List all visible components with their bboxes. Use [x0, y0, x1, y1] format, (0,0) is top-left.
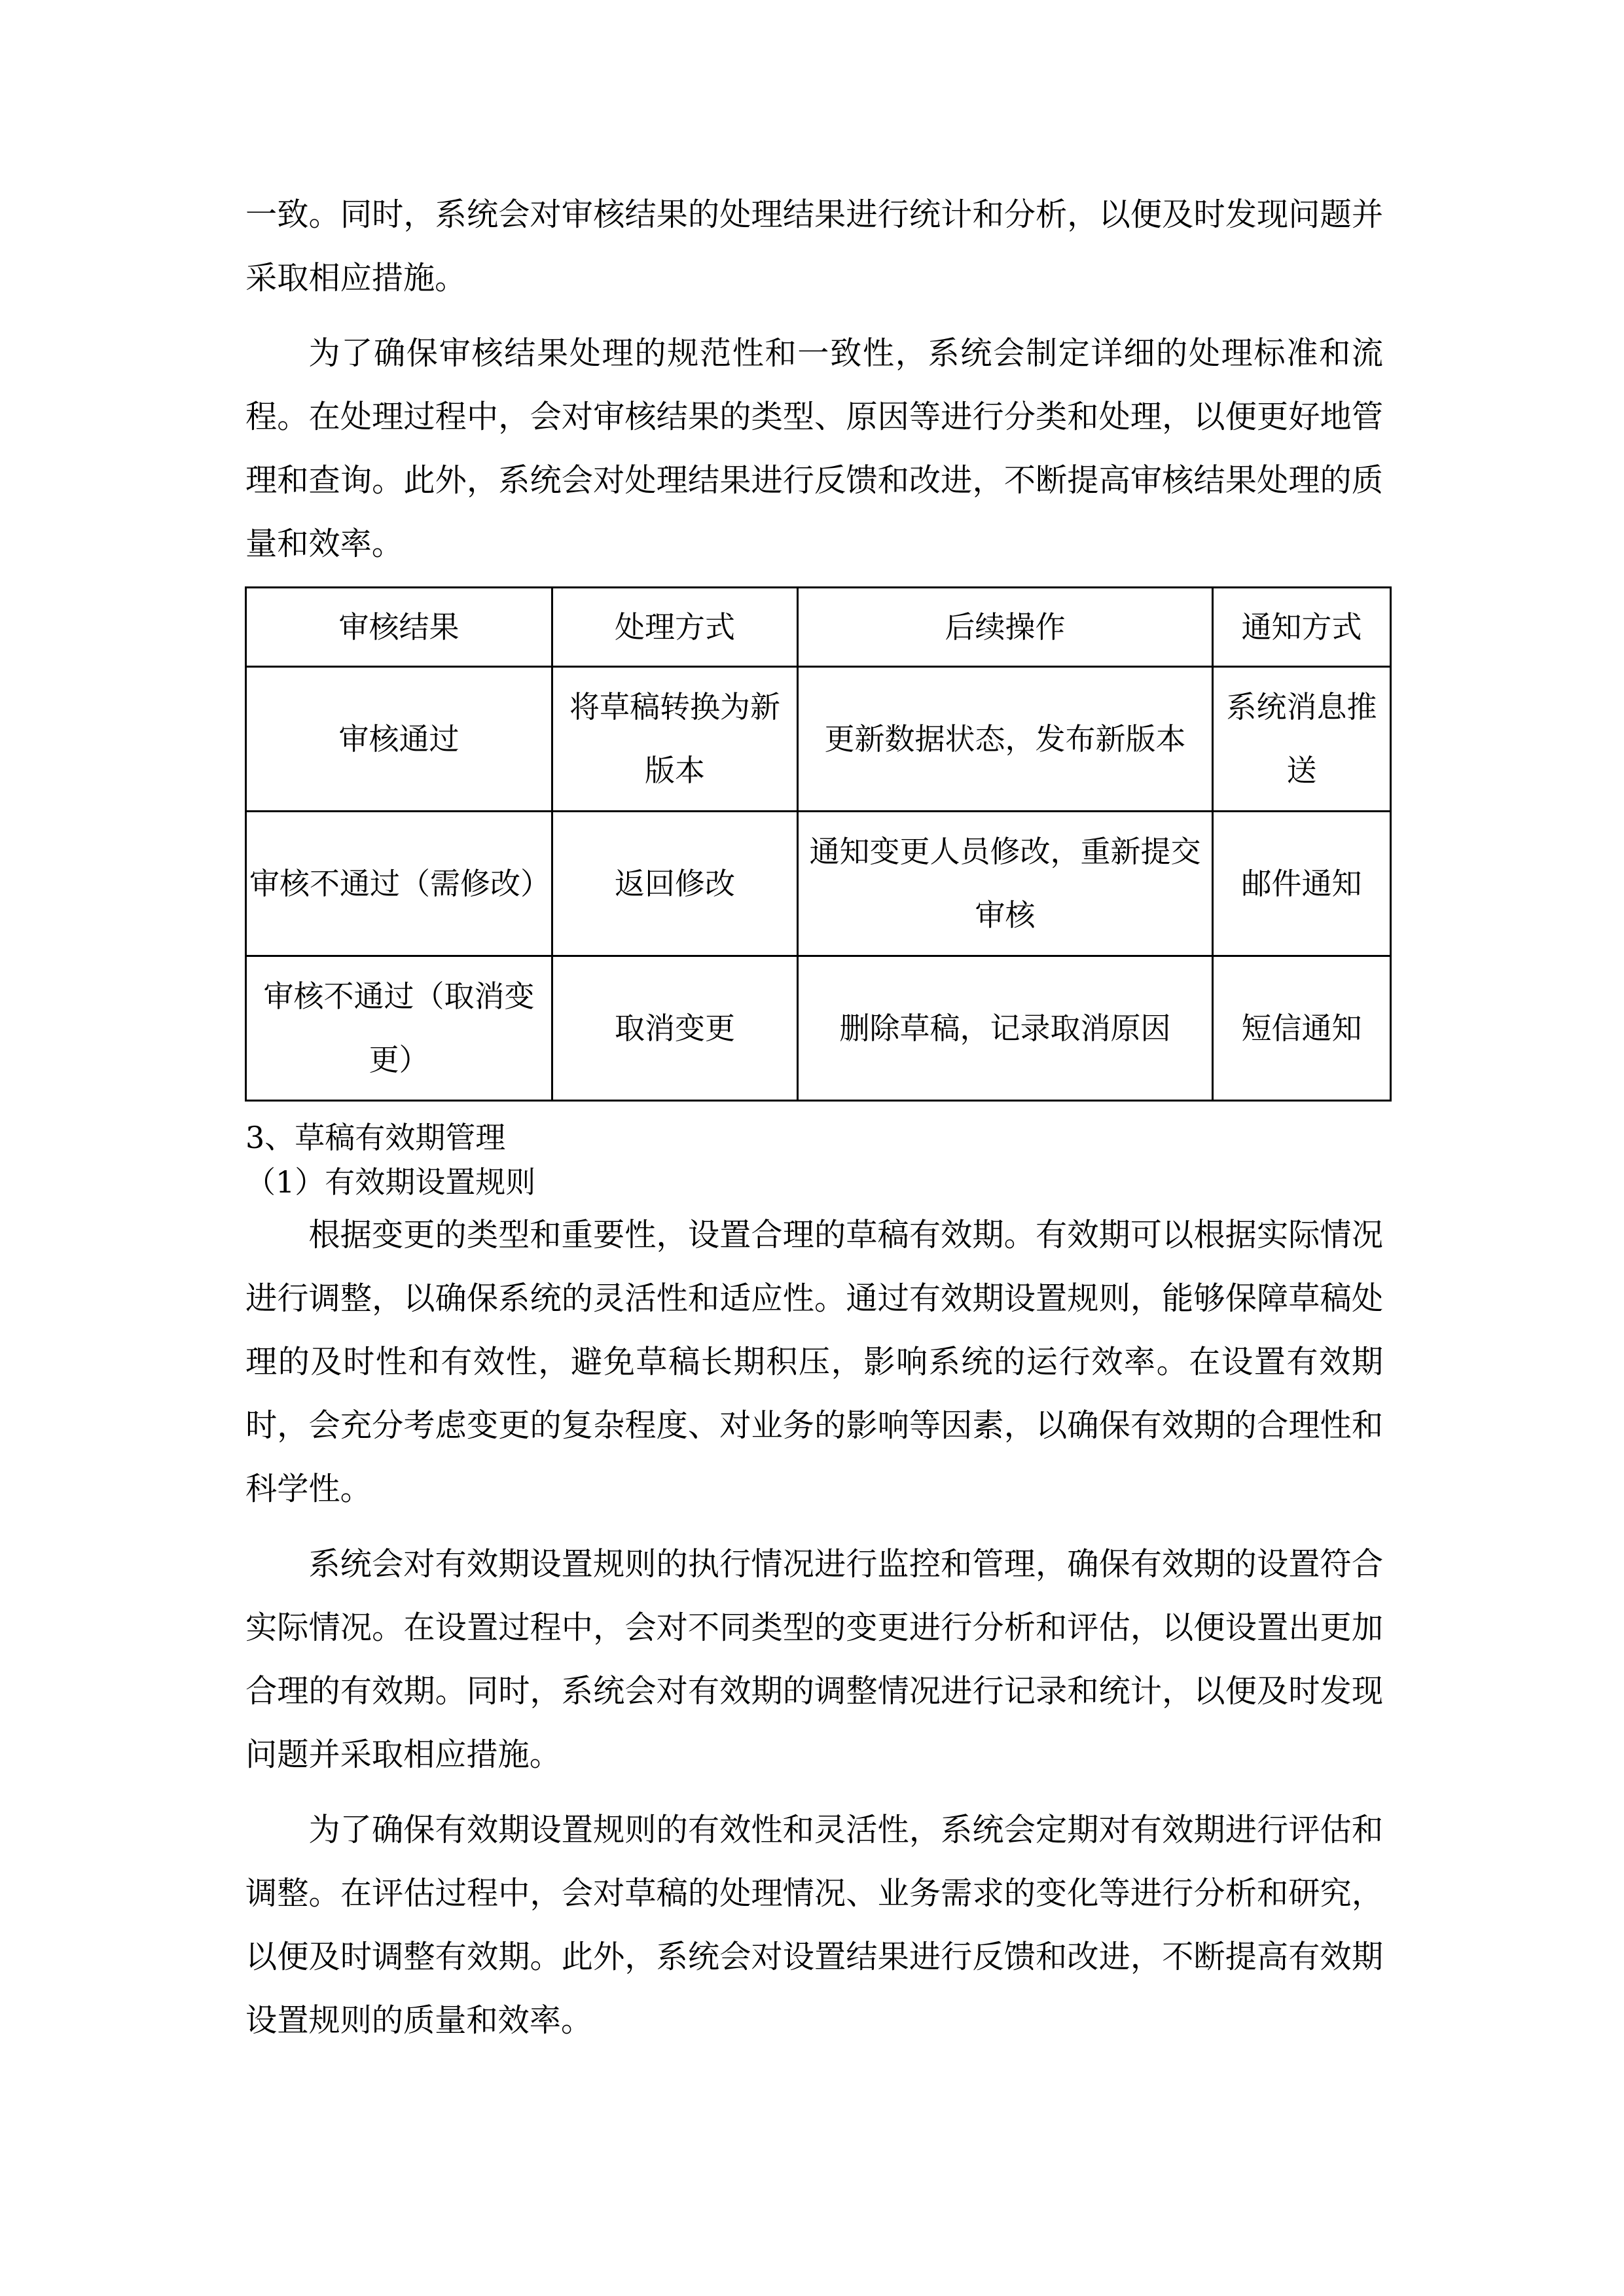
- cell-handling-method: 取消变更: [552, 956, 798, 1101]
- cell-follow-up: 更新数据状态，发布新版本: [798, 667, 1213, 812]
- cell-follow-up: 删除草稿，记录取消原因: [798, 956, 1213, 1101]
- table-row: [246, 812, 1391, 956]
- header-review-result: 审核结果: [246, 588, 552, 667]
- cell-handling-method: 返回修改: [552, 812, 798, 956]
- cell-notification: 短信通知: [1213, 956, 1391, 1101]
- cell-review-result: 审核不通过（需修改）: [246, 812, 552, 956]
- paragraph-review-standards: 为了确保审核结果处理的规范性和一致性，系统会制定详细的处理标准和流程。在处理过程中，会对审核结果的类型、原因等进行分类和处理，以便更好地管理和查询。此外，系统会对处理结果进行反馈和改进，不断提高审核结果处理的质量和效率。: [245, 335, 1383, 562]
- review-result-table: [245, 586, 1392, 1102]
- cell-follow-up: 通知变更人员修改，重新提交审核: [798, 812, 1213, 956]
- table-header-row: [246, 588, 1391, 667]
- header-handling-method: 处理方式: [552, 588, 798, 667]
- paragraph-validity-monitoring: 系统会对有效期设置规则的执行情况进行监控和管理，确保有效期的设置符合实际情况。在设置过程中，会对不同类型的变更进行分析和评估，以便设置出更加合理的有效期。同时，系统会对有效期的调整情况进行记录和统计，以便及时发现问题并采取相应措施。: [245, 1546, 1383, 1773]
- header-notification: 通知方式: [1213, 588, 1391, 667]
- cell-notification: 系统消息推送: [1213, 667, 1391, 812]
- document-page-top: [245, 183, 1383, 576]
- document-page-bottom: [245, 1116, 1383, 2053]
- table-row: [246, 956, 1391, 1101]
- subsection-heading: （1）有效期设置规则: [245, 1164, 536, 1200]
- paragraph-validity-evaluation: 为了确保有效期设置规则的有效性和灵活性，系统会定期对有效期进行评估和调整。在评估过程中，会对草稿的处理情况、业务需求的变化等进行分析和研究，以便及时调整有效期。此外，系统会对设置结果进行反馈和改进，不断提高有效期设置规则的质量和效率。: [245, 1812, 1383, 2039]
- paragraph-continuation: 一致。同时，系统会对审核结果的处理结果进行统计和分析，以便及时发现问题并采取相应措施。: [245, 196, 1383, 296]
- section-heading: 3、草稿有效期管理: [245, 1120, 506, 1155]
- paragraph-validity-rules: 根据变更的类型和重要性，设置合理的草稿有效期。有效期可以根据实际情况进行调整，以确保系统的灵活性和适应性。通过有效期设置规则，能够保障草稿处理的及时性和有效性，避免草稿长期积压，影响系统的运行效率。在设置有效期时，会充分考虑变更的复杂程度、对业务的影响等因素，以确保有效期的合理性和科学性。: [245, 1217, 1383, 1507]
- cell-handling-method: 将草稿转换为新版本: [552, 667, 798, 812]
- cell-review-result: 审核不通过（取消变更）: [246, 956, 552, 1101]
- table-row: [246, 667, 1391, 812]
- header-follow-up: 后续操作: [798, 588, 1213, 667]
- cell-notification: 邮件通知: [1213, 812, 1391, 956]
- cell-review-result: 审核通过: [246, 667, 552, 812]
